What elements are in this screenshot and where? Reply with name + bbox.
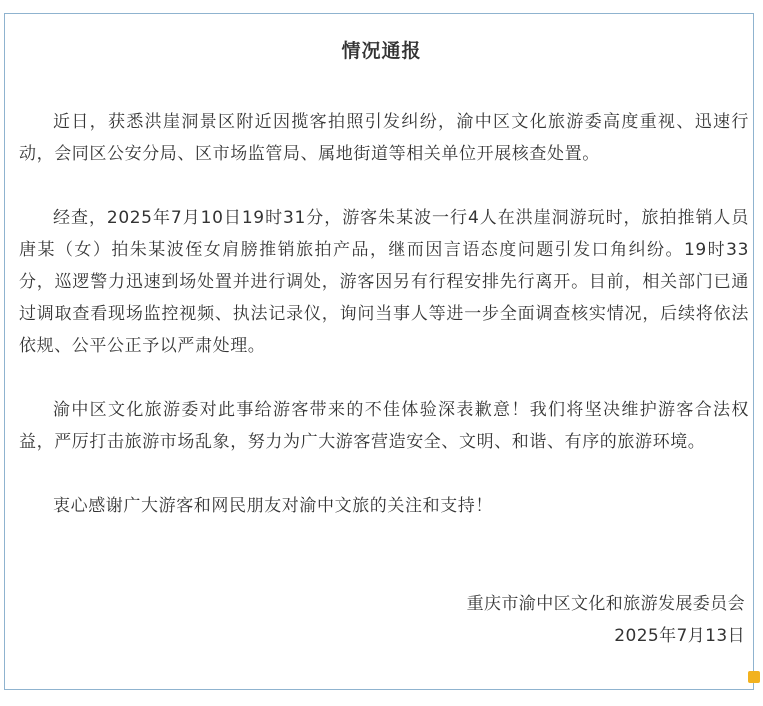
paragraph-apology: 渝中区文化旅游委对此事给游客带来的不佳体验深表歉意！我们将坚决维护游客合法权益，严厉打击旅游市场乱象，努力为广大游客营造安全、文明、和谐、有序的旅游环境。 (19, 400, 749, 452)
paragraph-intro: 近日，获悉洪崖洞景区附近因揽客拍照引发纠纷，渝中区文化旅游委高度重视、迅速行动，会同区公安分局、区市场监管局、属地街道等相关单位开展核查处置。 (19, 112, 749, 164)
paragraph-investigation: 经查，2025年7月10日19时31分，游客朱某波一行4人在洪崖洞游玩时，旅拍推销人员唐某（女）拍朱某波侄女肩膀推销旅拍产品，继而因言语态度问题引发口角纠纷。19时33分，巡逻警力迅速到场处置并进行调处，游客因另有行程安排先行离开。目前，相关部门已通过调取查看现场监控视频、执法记录仪，询问当事人等进一步全面调查核实情况，后续将依法依规、公平公正予以严肃处理。 (19, 208, 749, 356)
notice-body (19, 106, 749, 554)
corner-badge-icon (748, 671, 760, 683)
notice-title: 情况通报 (341, 40, 422, 62)
paragraph-thanks: 衷心感谢广大游客和网民朋友对渝中文旅的关注和支持！ (53, 496, 493, 516)
signature-organization: 重庆市渝中区文化和旅游发展委员会 (466, 594, 745, 614)
signature-date: 2025年7月13日 (614, 626, 745, 646)
signature-block (467, 588, 745, 652)
